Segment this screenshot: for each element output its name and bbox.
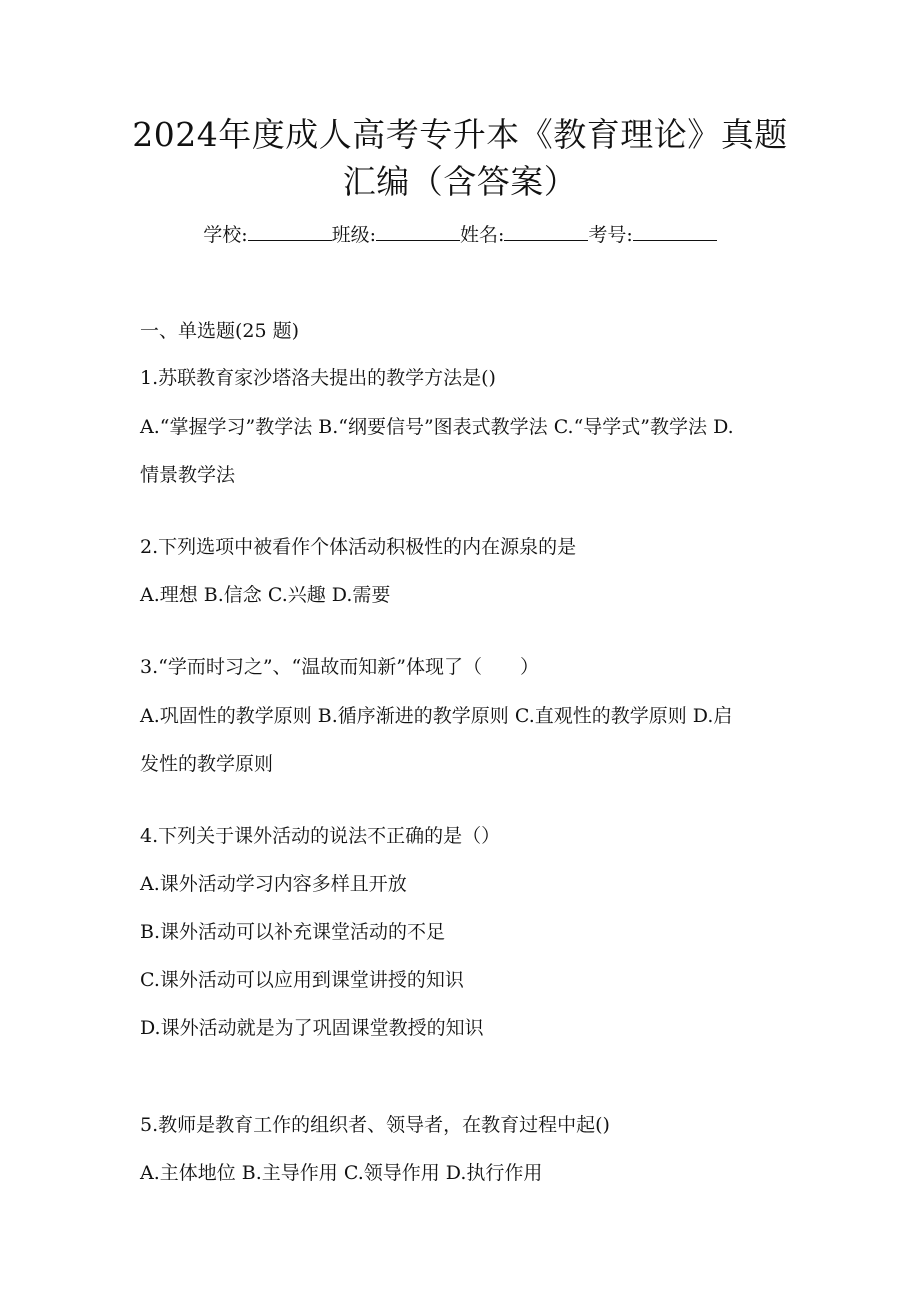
exam-number-label: 考号: [588, 224, 633, 246]
question-2-stem: 2.下列选项中被看作个体活动积极性的内在源泉的是 [140, 536, 577, 558]
school-blank [248, 222, 332, 241]
section-heading: 一、单选题(25 题) [140, 320, 300, 342]
document-title-line-2: 汇编（含答案） [342, 162, 578, 201]
question-4-option-c: C.课外活动可以应用到课堂讲授的知识 [140, 969, 464, 991]
question-2-options-line-1: A.理想 B.信念 C.兴趣 D.需要 [140, 584, 391, 606]
class-blank [376, 222, 460, 241]
name-label: 姓名: [460, 224, 505, 246]
question-1-options-line-2: 情景教学法 [140, 464, 236, 486]
name-blank [504, 222, 588, 241]
question-1-stem: 1.苏联教育家沙塔洛夫提出的教学方法是() [140, 367, 496, 389]
question-3-stem: 3.“学而时习之”、“温故而知新”体现了（ ） [140, 656, 539, 678]
question-4-option-a: A.课外活动学习内容多样且开放 [140, 873, 407, 895]
student-info-line [0, 222, 920, 247]
question-5-stem: 5.教师是教育工作的组织者、领导者，在教育过程中起() [140, 1114, 610, 1136]
question-5-options-line-1: A.主体地位 B.主导作用 C.领导作用 D.执行作用 [140, 1162, 543, 1184]
question-4-option-b: B.课外活动可以补充课堂活动的不足 [140, 921, 446, 943]
exam-number-blank [633, 222, 717, 241]
question-4-stem: 4.下列关于课外活动的说法不正确的是（） [140, 825, 501, 847]
question-3-options-line-1: A.巩固性的教学原则 B.循序渐进的教学原则 C.直观性的教学原则 D.启 [140, 705, 733, 727]
question-3-options-line-2: 发性的教学原则 [140, 753, 274, 775]
document-title-line-1: 2024年度成人高考专升本《教育理论》真题 [132, 115, 788, 154]
class-label: 班级: [331, 224, 376, 246]
question-1-options-line-1: A.“掌握学习”教学法 B.“纲要信号”图表式教学法 C.“导学式”教学法 D. [140, 416, 734, 438]
school-label: 学校: [203, 224, 248, 246]
question-4-option-d: D.课外活动就是为了巩固课堂教授的知识 [140, 1017, 484, 1039]
